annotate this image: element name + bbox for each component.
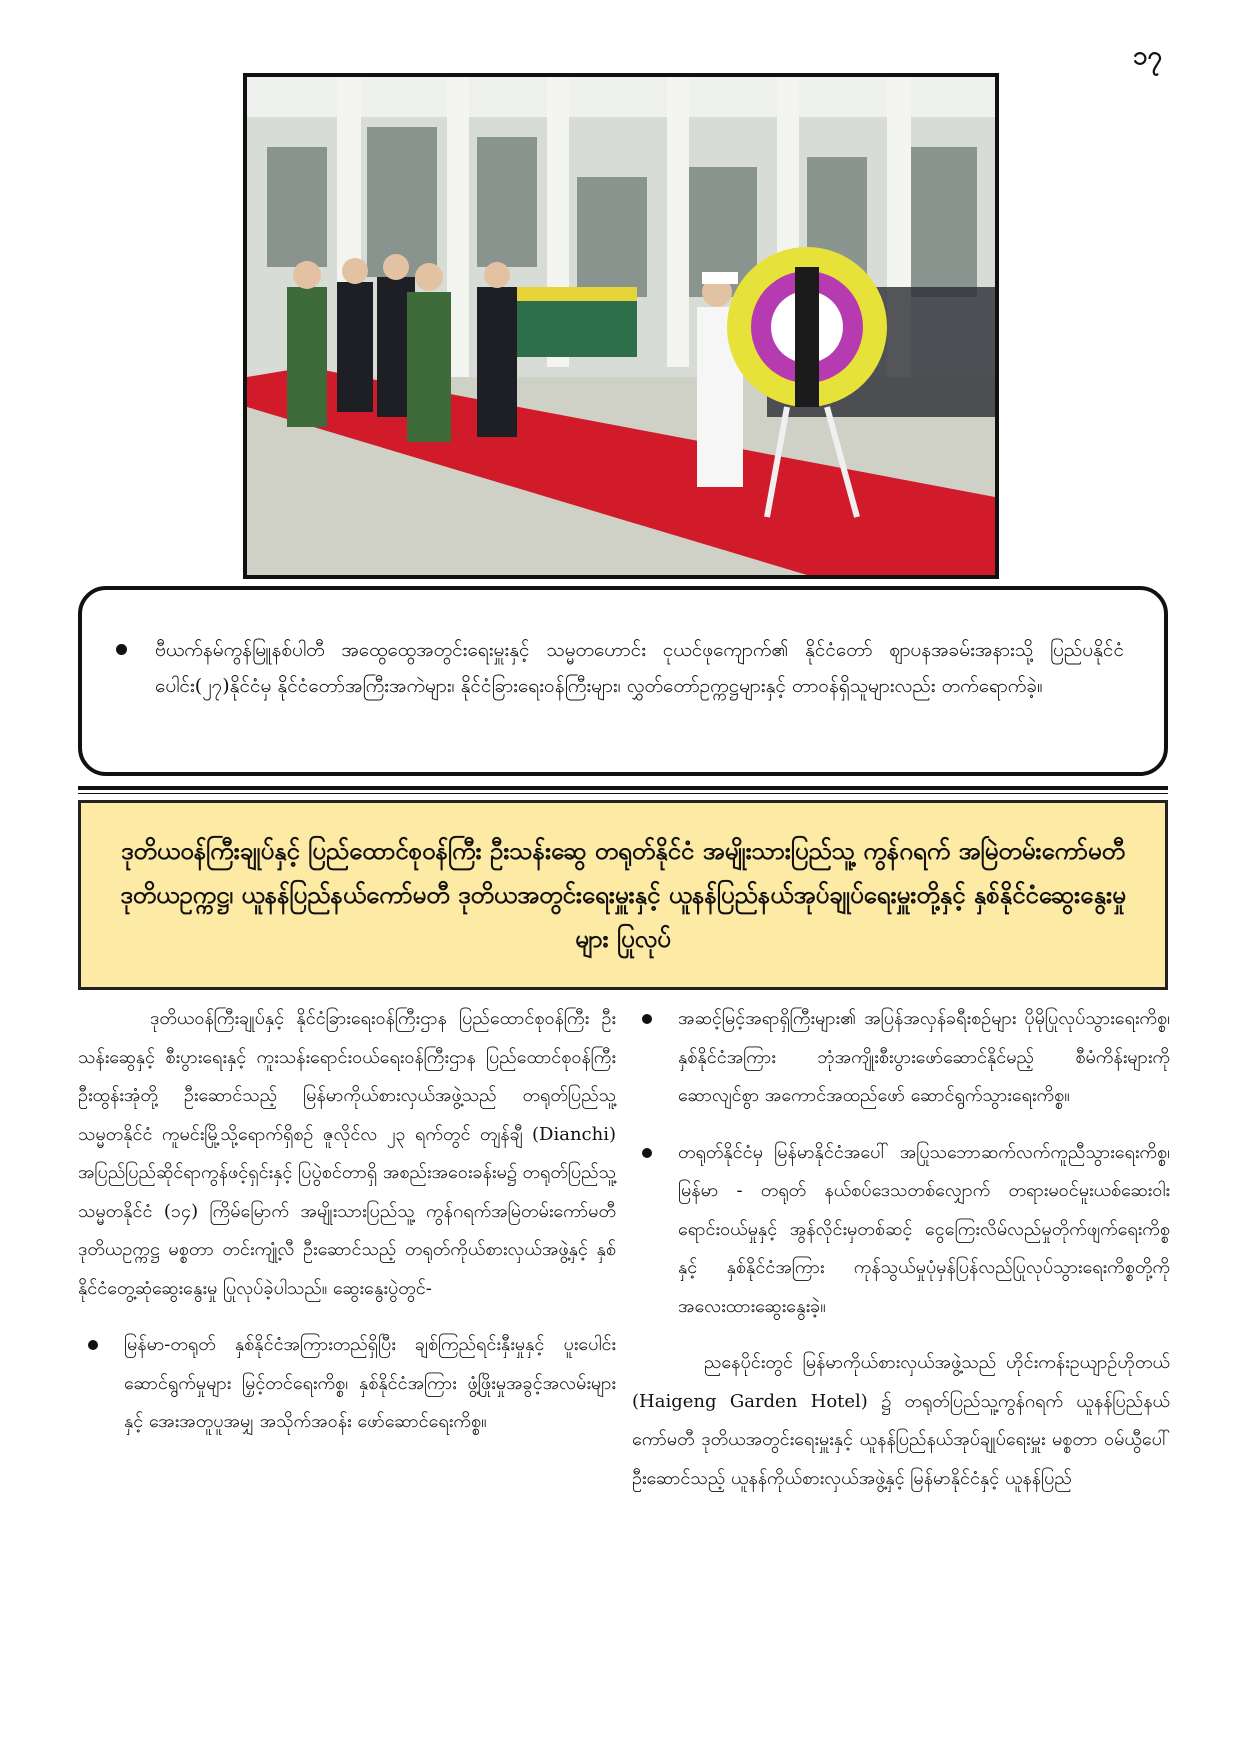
bullet-icon: [116, 644, 127, 655]
divider-thick: [78, 786, 1168, 790]
left-column: [78, 1000, 616, 1460]
bullet-text: မြန်မာ-တရုတ် နှစ်နိုင်ငံအကြားတည်ရှိပြီး ချစ်ကြည်ရင်းနှီးမှုနှင့် ပူးပေါင်းဆောင်ရွက်မှုများ မြှင့်တင်ရေးကိစ္စ၊ နှစ်နိုင်ငံအကြား ဖွံ့ဖြိုးမှုအခွင့်အလမ်းများနှင့် အေးအတူပူအမျှ အသိုက်အဝန်း ဖော်ဆောင်ရေးကိစ္စ။: [124, 1334, 616, 1432]
right-column: [632, 1000, 1170, 1516]
photo-caption: ဗီယက်နမ်ကွန်မြူနစ်ပါတီ အထွေထွေအတွင်းရေးမှူးနှင့် သမ္မတဟောင်း ငုယင်ဖုကျောက်၏ နိုင်ငံတော် ဈာပနအခမ်းအနားသို့ ပြည်ပနိုင်ငံပေါင်း(၂၇)နိုင်ငံမှ နိုင်ငံတော်အကြီးအကဲများ၊ နိုင်ငံခြားရေးဝန်ကြီးများ၊ လွှတ်တော်ဥက္ကဋ္ဌများနှင့် တာဝန်ရှိသူများလည်း တက်ရောက်ခဲ့။: [155, 639, 1124, 697]
article-headline: ဒုတိယဝန်ကြီးချုပ်နှင့် ပြည်ထောင်စုဝန်ကြီး ဦးသန်းဆွေ တရုတ်နိုင်ငံ အမျိုးသားပြည်သူ့ ကွန်ဂရက် အမြဲတမ်းကော်မတီဒုတိယဥက္ကဋ္ဌ၊ ယူနန်ပြည်နယ်ကော်မတီ ဒုတိယအတွင်းရေးမှူးနှင့် ယူနန်ပြည်နယ်အုပ်ချုပ်ရေးမှူးတို့နှင့် နှစ်နိုင်ငံဆွေးနွေးမှုများ ပြုလုပ်: [120, 836, 1126, 953]
page-number: ၁၇: [1132, 41, 1162, 71]
photo-illustration: [247, 77, 995, 575]
bullet-icon: [642, 1014, 652, 1024]
list-item: [632, 1000, 1170, 1116]
divider-thin: [78, 793, 1168, 794]
photo-caption-box: [78, 586, 1168, 776]
closing-paragraph: ညနေပိုင်းတွင် မြန်မာကိုယ်စားလှယ်အဖွဲ့သည် ဟိုင်းကန်းဥယျာဉ်ဟိုတယ် (Haigeng Garden Hotel) ၌ တရုတ်ပြည်သူ့ကွန်ဂရက် ယူနန်ပြည်နယ်ကော်မတီ ဒုတိယအတွင်းရေးမှူးနှင့် ယူနန်ပြည်နယ်အုပ်ချုပ်ရေးမှူး မစ္စတာ ဝမ်ယွီပေါ် ဦးဆောင်သည့် ယူနန်ကိုယ်စားလှယ်အဖွဲ့နှင့် မြန်မာနိုင်ငံနှင့် ယူနန်ပြည်: [632, 1352, 1170, 1489]
caption-bullet: [116, 632, 1124, 704]
funeral-ceremony-photo: [243, 73, 999, 579]
bullet-icon: [88, 1340, 98, 1350]
intro-paragraph: ဒုတိယဝန်ကြီးချုပ်နှင့် နိုင်ငံခြားရေးဝန်ကြီးဌာန ပြည်ထောင်စုဝန်ကြီး ဦးသန်းဆွေနှင့် စီးပွားရေးနှင့် ကူးသန်းရောင်းဝယ်ရေးဝန်ကြီးဌာန ပြည်ထောင်စုဝန်ကြီး ဦးထွန်းအုံတို့ ဦးဆောင်သည့် မြန်မာကိုယ်စားလှယ်အဖွဲ့သည် တရုတ်ပြည်သူ့သမ္မတနိုင်ငံ ကူမင်းမြို့သို့ရောက်ရှိစဉ် ဇူလိုင်လ ၂၃ ရက်တွင် တျန်ချီ (Dianchi) အပြည်ပြည်ဆိုင်ရာကွန်ဖင့်ရှင်းနှင့် ပြပွဲစင်တာရှိ အစည်းအဝေးခန်းမ၌ တရုတ်ပြည်သူ့သမ္မတနိုင်ငံ (၁၄) ကြိမ်မြောက် အမျိုးသားပြည်သူ့ ကွန်ဂရက်အမြဲတမ်းကော်မတီ ဒုတိယဥက္ကဋ္ဌ မစ္စတာ တင်းကျုံ့လီ ဦးဆောင်သည့် တရုတ်ကိုယ်စားလှယ်အဖွဲ့နှင့် နှစ်နိုင်ငံတွေ့ဆုံဆွေးနွေးမှု ပြုလုပ်ခဲ့ပါသည်။ ဆွေးနွေးပွဲတွင်-: [78, 1008, 616, 1299]
list-item: [632, 1134, 1170, 1327]
list-item: [78, 1326, 616, 1442]
headline-box: [78, 800, 1168, 990]
bullet-text: အဆင့်မြင့်အရာရှိကြီးများ၏ အပြန်အလှန်ခရီးစဉ်များ ပိုမိုပြုလုပ်သွားရေးကိစ္စ၊ နှစ်နိုင်ငံအကြား ဘုံအကျိုးစီးပွားဖော်ဆောင်နိုင်မည့် စီမံကိန်းများကို ဆောလျင်စွာ အကောင်အထည်ဖော် ဆောင်ရွက်သွားရေးကိစ္စ။: [678, 1008, 1170, 1106]
bullet-text: တရုတ်နိုင်ငံမှ မြန်မာနိုင်ငံအပေါ် အပြုသဘောဆက်လက်ကူညီသွားရေးကိစ္စ၊ မြန်မာ - တရုတ် နယ်စပ်ဒေသတစ်လျှောက် တရားမဝင်မူးယစ်ဆေးဝါးရောင်းဝယ်မှုနှင့် အွန်လိုင်းမှတစ်ဆင့် ငွေကြေးလိမ်လည်မှုတိုက်ဖျက်ရေးကိစ္စနှင့် နှစ်နိုင်ငံအကြား ကုန်သွယ်မှုပုံမှန်ပြန်လည်ပြုလုပ်သွားရေးကိစ္စတို့ကို အလေးထားဆွေးနွေးခဲ့။: [678, 1141, 1170, 1317]
bullet-icon: [642, 1148, 652, 1158]
